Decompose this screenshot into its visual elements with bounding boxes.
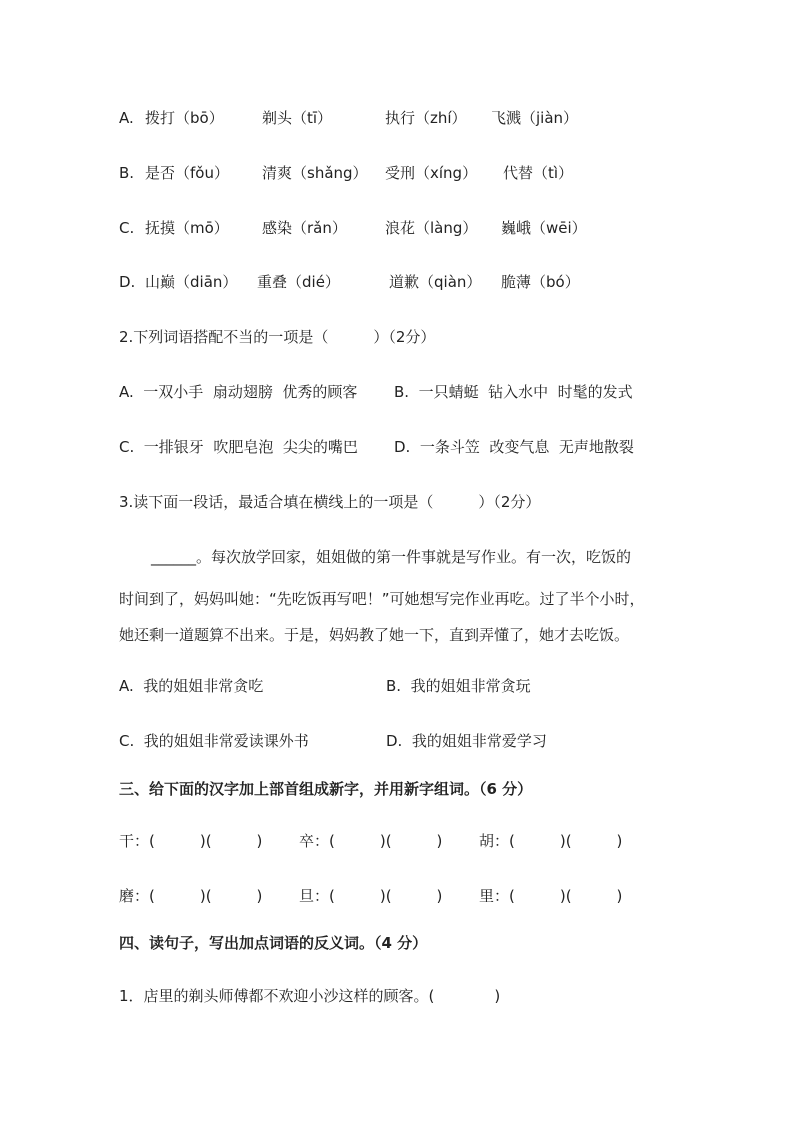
q3-stem: 3.读下面一段话，最适合填在横线上的一项是（ ）（2分） [119,493,541,511]
q3-option-a: A. 我的姐姐非常贪吃 [119,677,264,695]
word: 道歉（qiàn） [389,273,482,291]
word: 浪花（làng） [385,219,478,237]
q3-option-b: B. 我的姐姐非常贪玩 [386,677,531,695]
word: 重叠（dié） [257,273,340,291]
radical-item: 磨：( )( ) [119,887,263,905]
q2-option-a: A. 一双小手 扇动翅膀 优秀的顾客 [119,383,358,401]
radical-item: 里：( )( ) [479,887,623,905]
q3-paragraph-line: 她还剩一道题算不出来。于是，妈妈教了她一下，直到弄懂了，她才去吃饭。 [119,626,630,644]
word: 飞溅（jiàn） [491,109,579,127]
word: 代替（tì） [503,164,574,182]
word: 受刑（xíng） [385,164,478,182]
word: 是否（fǒu） [145,164,229,182]
option-label: A. [119,109,134,127]
word: 感染（rǎn） [262,219,347,237]
q3-option-d: D. 我的姐姐非常爱学习 [386,732,547,750]
q2-stem: 2.下列词语搭配不当的一项是（ ）（2分） [119,328,436,346]
radical-item: 旦：( )( ) [299,887,443,905]
section-heading: 四、读句子，写出加点词语的反义词。（4 分） [119,934,428,952]
word: 巍峨（wēi） [501,219,587,237]
q3-option-c: C. 我的姐姐非常爱读课外书 [119,732,309,750]
option-label: D. [119,273,136,291]
option-label: B. [119,164,135,182]
word: 清爽（shǎng） [262,164,368,182]
radical-item: 干：( )( ) [119,832,263,850]
word: 脆薄（bó） [501,273,580,291]
word: 拨打（bō） [145,109,224,127]
word: 山巅（diān） [145,273,238,291]
q2-option-c: C. 一排银牙 吹肥皂泡 尖尖的嘴巴 [119,438,358,456]
q3-paragraph-line: ______。每次放学回家，姐姐做的第一件事就是写作业。有一次，吃饭的 [151,548,632,566]
word: 抚摸（mō） [145,219,229,237]
option-label: C. [119,219,135,237]
q2-option-b: B. 一只蜻蜓 钻入水中 时髦的发式 [394,383,633,401]
radical-item: 卒：( )( ) [299,832,443,850]
q3-paragraph-line: 时间到了，妈妈叫她：“先吃饭再写吧！”可她想写完作业再吃。过了半个小时， [119,590,645,608]
q2-option-d: D. 一条斗笠 改变气息 无声地散裂 [394,438,634,456]
section-heading: 三、给下面的汉字加上部首组成新字，并用新字组词。（6 分） [119,780,533,798]
radical-item: 胡：( )( ) [479,832,623,850]
word: 剃头（tī） [262,109,333,127]
word: 执行（zhí） [385,109,467,127]
antonym-item: 1．店里的剃头师傅都不欢迎小沙这样的顾客。( ) [119,987,501,1005]
